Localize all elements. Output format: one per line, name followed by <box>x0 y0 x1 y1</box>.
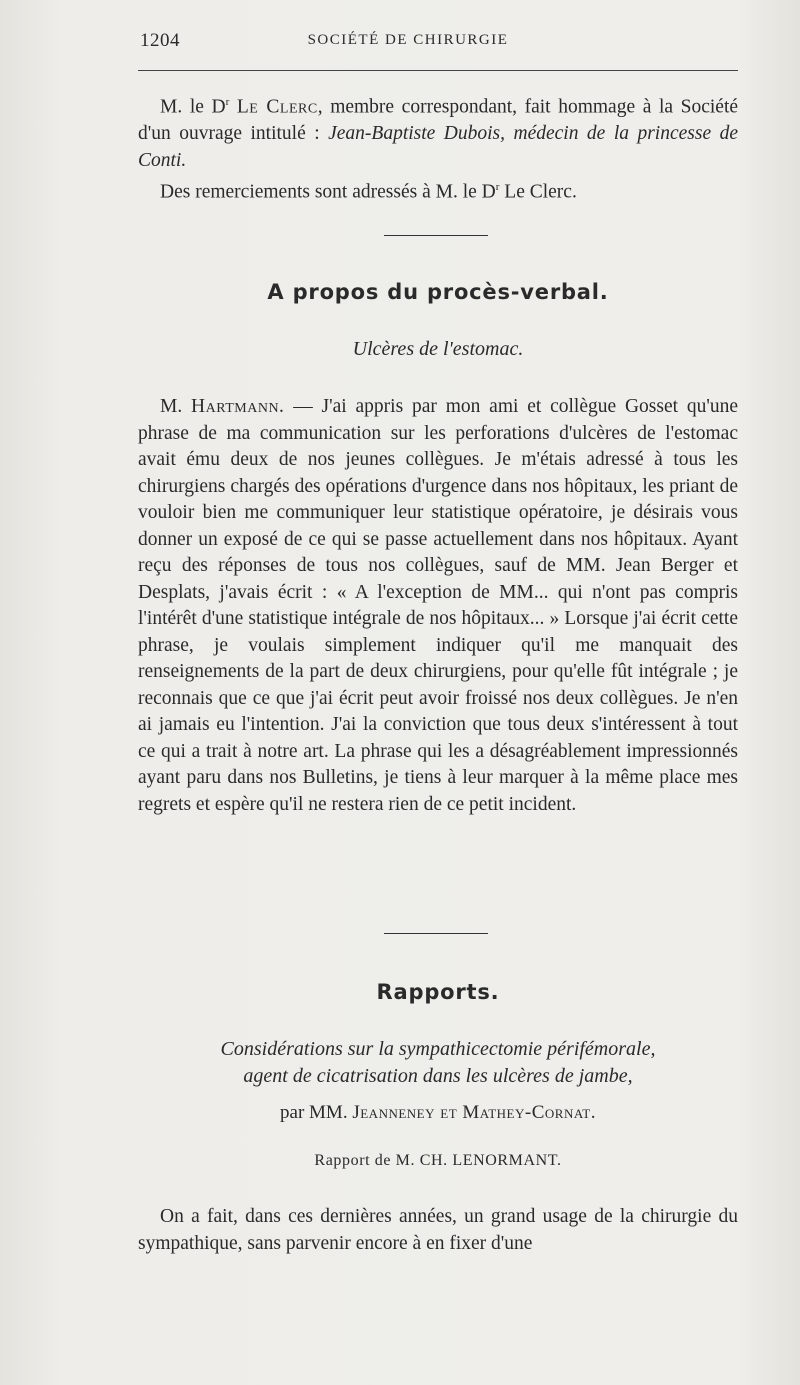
speaker-prefix: M. <box>160 396 192 417</box>
author-prefix: M. le D <box>160 96 226 118</box>
report-body <box>138 1204 738 1257</box>
thanks-prefix: Des remerciements sont adressés à M. le D <box>160 181 496 203</box>
separator-rule-2 <box>384 933 488 934</box>
page-header <box>138 28 738 58</box>
book-title: Jean-Baptiste Dubois, médecin de la princesse de Conti. <box>138 123 738 171</box>
homage-paragraph <box>138 89 738 174</box>
thanks-sup: r <box>495 181 500 193</box>
hartmann-paragraph <box>138 394 738 818</box>
running-title: SOCIÉTÉ DE CHIRURGIE <box>307 32 509 48</box>
reporter-line: Rapport de M. CH. LENORMANT. <box>314 1152 562 1169</box>
authors-names: Jeanneney et Mathey-Cornat. <box>352 1102 596 1123</box>
author-name: Le Clerc <box>236 96 318 118</box>
authors-prefix: par MM. <box>280 1102 353 1123</box>
report-body-text: On a fait, dans ces dernières années, un grand usage de la chirurgie du sympathique, sans parvenir encore à en fixer d'une <box>138 1206 738 1254</box>
speaker-name: Hartmann. <box>191 396 285 417</box>
homage-text: , membre correspondant, fait hommage à la Société d'un ouvrage intitulé : <box>138 96 739 144</box>
section-subtitle-ulceres: Ulcères de l'estomac. <box>352 338 524 360</box>
author-sup: r <box>225 96 230 108</box>
report-title-line-2: agent de cicatrisation dans les ulcères de jambe, <box>243 1065 633 1087</box>
separator-rule-1 <box>384 235 488 236</box>
section-title-rapports: Rapports. <box>376 980 500 1004</box>
header-rule <box>138 70 738 71</box>
report-title-line-1: Considérations sur la sympathicectomie périfémorale, <box>220 1038 656 1060</box>
report-authors <box>138 1102 738 1124</box>
thanks-paragraph <box>138 174 738 206</box>
page-number: 1204 <box>140 30 180 51</box>
hartmann-text <box>138 394 738 818</box>
section-title-proces-verbal: A propos du procès-verbal. <box>267 280 609 304</box>
thanks-suffix: Le Clerc. <box>499 181 577 203</box>
hartmann-body: — J'ai appris par mon ami et collègue Gosset qu'une phrase de ma communication sur les perforations d'ulcères de l'estomac avait ému deux de nos jeunes collègues. Je m'étais adressé à tous les chirurgiens chargés des opérations d'urgence dans nos hôpitaux, les priant de vouloir bien me communiquer leur statistique opératoire, je désirais vous donner un exposé de ce qui se passe actuellement dans nos hôpitaux. Ayant reçu des réponses de tous nos collègues, sauf de MM. Jean Berger et Desplats, j'avais écrit : « A l'exception de MM... qui n'ont pas compris l'intérêt d'une statistique intégrale de nos hôpitaux... » Lorsque j'ai écrit cette phrase, je voulais simplement indiquer qu'il me manquait des renseignements de la part de deux chirurgiens, pour qu'elle fût intégrale ; je reconnais que ce que j'ai écrit peut avoir froissé nos deux collègues. Je n'en ai jamais eu l'intention. J'ai la conviction que tous deux s'intéressent à tout ce qui a trait à notre art. La phrase qui les a désagréablement impressionnés ayant paru dans nos Bulletins, je tiens à leur marquer à la même place mes regrets et espère qu'il ne restera rien de ce petit incident. <box>138 396 739 815</box>
opening-paragraph <box>138 89 738 206</box>
